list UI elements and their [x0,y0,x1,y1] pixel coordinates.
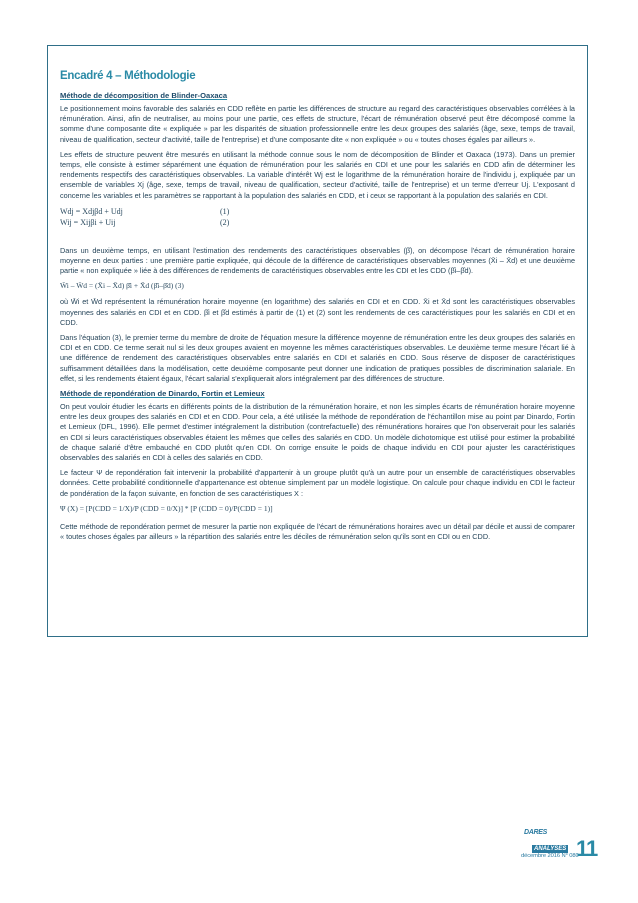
equation-3: W̄i – W̄d = (X̄i – X̄d) β̂i + X̄d (β̂i–β̂d) (3) [60,281,184,291]
section-heading-dinardo: Méthode de repondération de Dinardo, Fortin et Lemieux [60,389,265,399]
equation-1-expression: Wdj = Xdjβd + Udj [60,206,123,216]
section-heading-blinder-oaxaca: Méthode de décomposition de Blinder-Oaxaca [60,91,228,100]
page-number: 11 [576,836,598,861]
paragraph: Les effets de structure peuvent être mesurés en utilisant la méthode connue sous le nom de décomposition de Blinder et Oaxaca (1973). Dans un premier temps, elle consiste à estimer séparément une équation de rémunération pour les salariés en CDI et une pour les salariés en CDD afin de déterminer les rendements respectifs des caractéristiques observables. La variable d'intérêt Wj est le logarithme de la rémunération horaire de l'individu j, expliquée par un ensemble de variables Xj (âge, sexe, temps de travail, niveau de qualification, secteur d'activité, taille de l'entreprise) et un terme d'erreur Uj. L'exposant d concerne les variables et les paramètres se rapportant à la population des salariés en CDD, et i ceux se rapportant à la population des salariés en CDI. [60,149,575,200]
equation-2-number: (2) [220,217,230,227]
issue-date: décembre 2016 N° 080 [521,853,579,859]
paragraph: On peut vouloir étudier les écarts en différents points de la distribution de la rémunération horaire, et non les simples écarts de rémunération horaire moyenne entre les deux groupes des salariés en CDI et en CDD. Pour cela, a été utilisée la méthode de repondération de l'échantillon mise au point par Dinardo, Fortin et Lemieux (DFL, 1996). Elle permet d'estimer intégralement la distribution (contrefactuelle) des rémunérations horaires que l'on observerait pour les salariés en CDI si leurs caractéristiques observables étaient les mêmes que celles des salariés en CDD. Un modèle dichotomique est utilisé pour estimer la probabilité de chaque salarié d'être embauché en CDD plutôt qu'en CDI. On corrige ensuite le poids de chaque individu en CDI pour ajuster les caractéristiques observables des salariés en CDI à celles des salariés en CDD. [60,402,575,463]
logo-text-top: DARES [524,829,548,836]
paragraph: Dans un deuxième temps, en utilisant l'estimation des rendements des caractéristiques observables (β̂), on décompose l'écart de rémunération horaire moyenne en deux parties : une première partie expliquée, qui découle de la différence de caractéristiques observables moyennes (X̄i – X̄d) et une deuxième partie « non expliquée » liée à des différences de rendements de caractéristiques observables entre les CDI et les CDD (β̂i–β̂d). [60,245,575,276]
equation-2-expression: Wij = Xijβi + Uij [60,217,116,227]
methodology-box [47,45,588,637]
paragraph: où W̄i et W̄d représentent la rémunération horaire moyenne (en logarithme) des salariés en CDI et en CDD. X̄i et X̄d sont les caractéristiques observables moyennes des salariés en CDI et en CDD. β̂i et β̂d estimés à partir de (1) et (2) sont les rendements de ces caractéristiques pour les salariés en CDI et en CDD. [60,297,575,327]
equation-1 [60,206,575,217]
dares-logo [524,829,572,852]
equation-2 [60,217,575,228]
paragraph: Dans l'équation (3), le premier terme du membre de droite de l'équation mesure la différence moyenne de rémunération entre les deux groupes des salariés en CDI et en CDD. Ce terme serait nul si les deux groupes avaient en moyenne les mêmes caractéristiques observables. Le deuxième terme mesure l'écart lié à une différence de rendement des caractéristiques observables entre salariés en CDI et salariés en CDD. Sous réserve de disposer de caractéristiques suffisamment détaillées dans la modélisation, cette deuxième composante peut donner une indication de pratiques possibles de discrimination salariale. En effet, si les rendements étaient égaux, l'écart salarial s'expliquerait alors intégralement par des différences de structure. [60,333,575,383]
paragraph: Cette méthode de repondération permet de mesurer la partie non expliquée de l'écart de rémunérations horaires avec un détail par décile et aussi de comparer « toutes choses égales par ailleurs » la répartition des salariés entre les déciles de rémunération selon qu'ils sont en CDI ou en CDD. [60,521,575,542]
paragraph: Le positionnement moins favorable des salariés en CDD reflète en partie les différences de structure au regard des caractéristiques observables corrélées à la rémunération. Ainsi, afin de neutraliser, au moins pour une partie, ces effets de structure, l'écart de rémunération observé peut être décomposé comme la somme d'une composante dite « expliquée » par les disparités de situation professionnelle entre les deux groupes des salariés (âge, sexe, temps de travail, niveau de qualification, secteur d'activité, taille de l'entreprise) et d'une composante dite « non expliquée » ou « toutes choses égales par ailleurs ». [60,104,575,144]
logo-text-bottom: ANALYSES [534,846,567,852]
paragraph: Le facteur Ψ de repondération fait intervenir la probabilité d'appartenir à un groupe plutôt qu'à un autre pour un ensemble de caractéristiques observables données. Cette probabilité conditionnelle d'appartenance est obtenue simplement par un modèle logistique. On calcule pour chaque individu en CDI le facteur de pondération de la façon suivante, en fonction de ses caractéristiques X : [60,468,575,498]
equation-4: Ψ (X) = [P(CDD = 1/X)/P (CDD = 0/X)] * [P (CDD = 0)/P(CDD = 1)] [60,503,273,513]
equation-1-number: (1) [220,206,230,216]
box-title: Encadré 4 – Méthodologie [60,70,196,82]
